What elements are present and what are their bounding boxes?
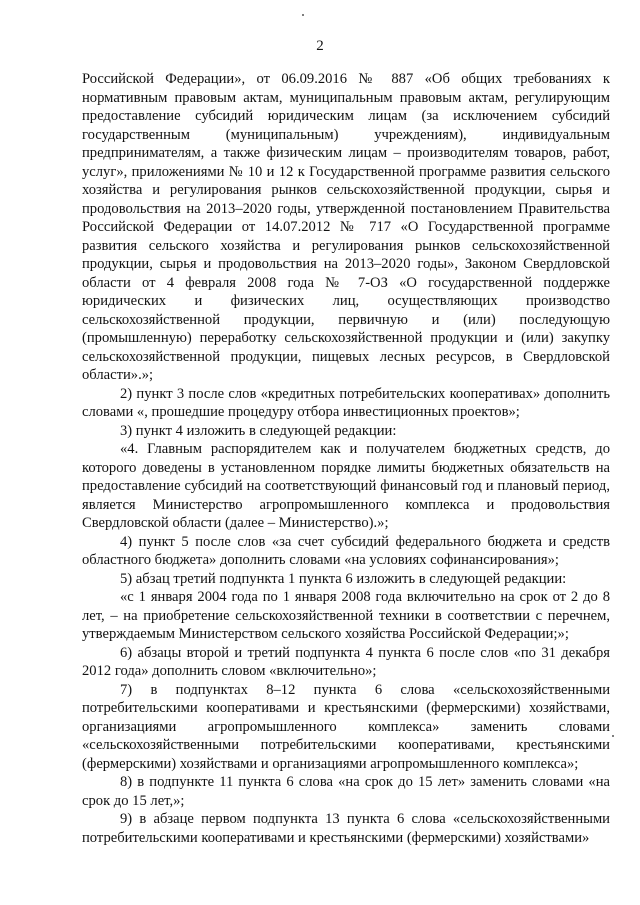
scan-speck (302, 14, 304, 16)
paragraph: 2) пункт 3 после слов «кредитных потребительских кооперативах» дополнить словами «, прошедшие процедуру отбора инвестиционных проектов»; (82, 385, 610, 420)
paragraph: 4) пункт 5 после слов «за счет субсидий федерального бюджета и средств областного бюджета» дополнить словами «на условиях софинансирования»; (82, 533, 610, 568)
paragraph: 8) в подпункте 11 пункта 6 слова «на срок до 15 лет» заменить словами «на срок до 15 лет,»; (82, 774, 610, 809)
paragraph: «4. Главным распорядителем как и получателем бюджетных средств, до которого доведены в установленном порядке лимиты бюджетных обязательств на предоставление субсидий на соответствующий финансовый год и плановый период, является Министерство агропромышленного комплекса и продовольствия Свердловской области (далее – Министерство).»; (82, 441, 610, 531)
paragraph: 3) пункт 4 изложить в следующей редакции: (120, 422, 397, 439)
paragraph: 9) в абзаце первом подпункта 13 пункта 6 слова «сельскохозяйственными потребительскими кооперативами и крестьянскими (фермерскими) хозяйствами» (82, 811, 610, 846)
document-body (82, 70, 610, 847)
page-number: 2 (316, 38, 324, 54)
scan-speck (612, 735, 614, 737)
paragraph: Российской Федерации», от 06.09.2016 № 887 «Об общих требованиях к нормативным правовым актам, муниципальным правовым актам, регулирующим предоставление субсидий юридическим лицам (за исключением субсидий государственным (муниципальным) учреждениям), индивидуальным предпринимателям, а также физическим лицам – производителям товаров, работ, услуг», приложениями № 10 и 12 к Государственной программе развития сельского хозяйства и регулирования рынков сельскохозяйственной продукции, сырья и продовольствия на 2013–2020 годы, утвержденной постановлением Правительства Российской Федерации от 14.07.2012 № 717 «О Государственной программе развития сельского хозяйства и регулирования рынков сельскохозяйственной продукции, сырья и продовольствия на 2013–2020 годы», Законом Свердловской области от 4 февраля 2008 года № 7-ОЗ «О государственной поддержке юридических и физических лиц, осуществляющих производство сельскохозяйственной продукции, первичную и (или) последующую (промышленную) переработку сельскохозяйственной продукции и (или) закупку сельскохозяйственной продукции, пищевых лесных ресурсов, в Свердловской области».»; (82, 71, 610, 383)
paragraph: 7) в подпунктах 8–12 пункта 6 слова «сельскохозяйственными потребительскими кооперативами и крестьянскими (фермерскими) хозяйствами, организациями агропромышленного комплекса» заменить словами «сельскохозяйственными потребительскими кооперативами, крестьянскими (фермерскими) хозяйствами и организациями агропромышленного комплекса»; (82, 681, 610, 772)
paragraph: 5) абзац третий подпункта 1 пункта 6 изложить в следующей редакции: (120, 570, 567, 587)
paragraph: «с 1 января 2004 года по 1 января 2008 года включительно на срок от 2 до 8 лет, – на приобретение сельскохозяйственной техники в соответствии с перечнем, утверждаемым Министерством сельского хозяйства Российской Федерации;»; (82, 589, 610, 642)
paragraph: 6) абзацы второй и третий подпункта 4 пункта 6 после слов «по 31 декабря 2012 года» дополнить словом «включительно»; (82, 644, 610, 679)
